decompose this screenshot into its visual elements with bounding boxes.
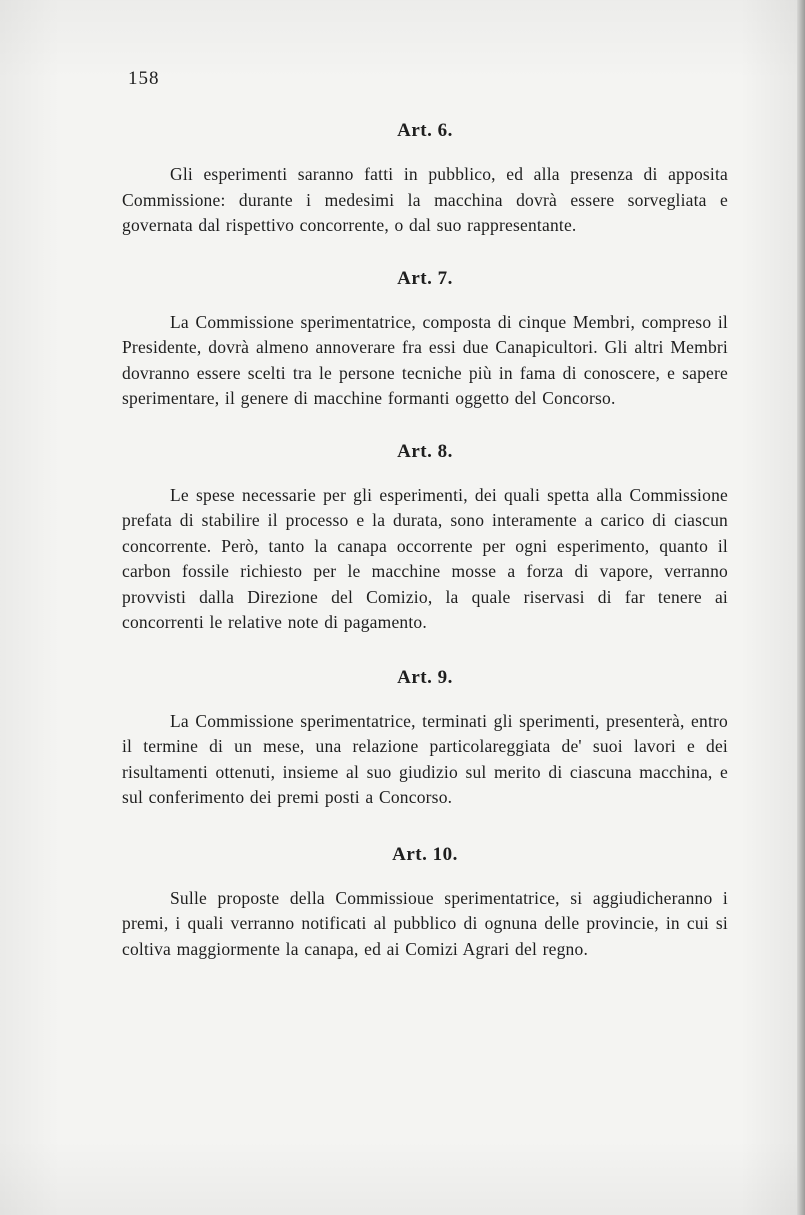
page-body (122, 118, 728, 962)
article-heading: Art. 7. (397, 267, 453, 289)
page-number: 158 (128, 68, 160, 89)
article-8 (122, 439, 728, 636)
article-9 (122, 665, 728, 811)
article-heading: Art. 10. (392, 843, 458, 865)
article-paragraph: La Commissione sperimentatrice, terminati gli sperimenti, presenterà, entro il termine di un mese, una relazione particolareggiata de' suoi lavori e dei risultamenti ottenuti, insieme al suo giudizio sul merito di ciascuna macchina, e sul conferimento dei premi posti a Concorso. (122, 710, 728, 807)
article-paragraph: Le spese necessarie per gli esperimenti, dei quali spetta alla Commissione prefata di stabilire il processo e la durata, sono interamente a carico di ciascun concorrente. Però, tanto la canapa occorrente per ogni esperimento, quanto il carbon fossile richiesto per le macchine mosse a forza di vapore, verranno provvisti dalla Direzione del Comizio, la quale riservasi di far tenere ai concorrenti le relative note di pagamento. (122, 484, 728, 632)
article-heading: Art. 9. (397, 666, 453, 688)
article-paragraph: Gli esperimenti saranno fatti in pubblico, ed alla presenza di apposita Commissione: durante i medesimi la macchina dovrà essere sorvegliata e governata dal rispettivo concorrente, o dal suo rappresentante. (122, 164, 728, 235)
article-6 (122, 118, 728, 239)
page-edge-shadow (797, 0, 805, 1215)
article-heading: Art. 8. (397, 440, 453, 462)
article-heading: Art. 6. (397, 120, 453, 141)
article-10 (122, 842, 728, 963)
article-paragraph: La Commissione sperimentatrice, composta di cinque Membri, compreso il Presidente, dovrà almeno annoverare fra essi due Canapicultori. Gli altri Membri dovranno essere scelti tra le persone tecniche più in fama di conoscere, e sapere sperimentare, il genere di macchine formanti oggetto del Concorso. (122, 311, 728, 408)
article-paragraph: Sulle proposte della Commissioue sperimentatrice, si aggiudicheranno i premi, i quali verranno notificati al pubblico di ognuna delle provincie, in cui si coltiva maggiormente la canapa, ed ai Comizi Agrari del regno. (122, 887, 728, 959)
article-7 (122, 266, 728, 412)
